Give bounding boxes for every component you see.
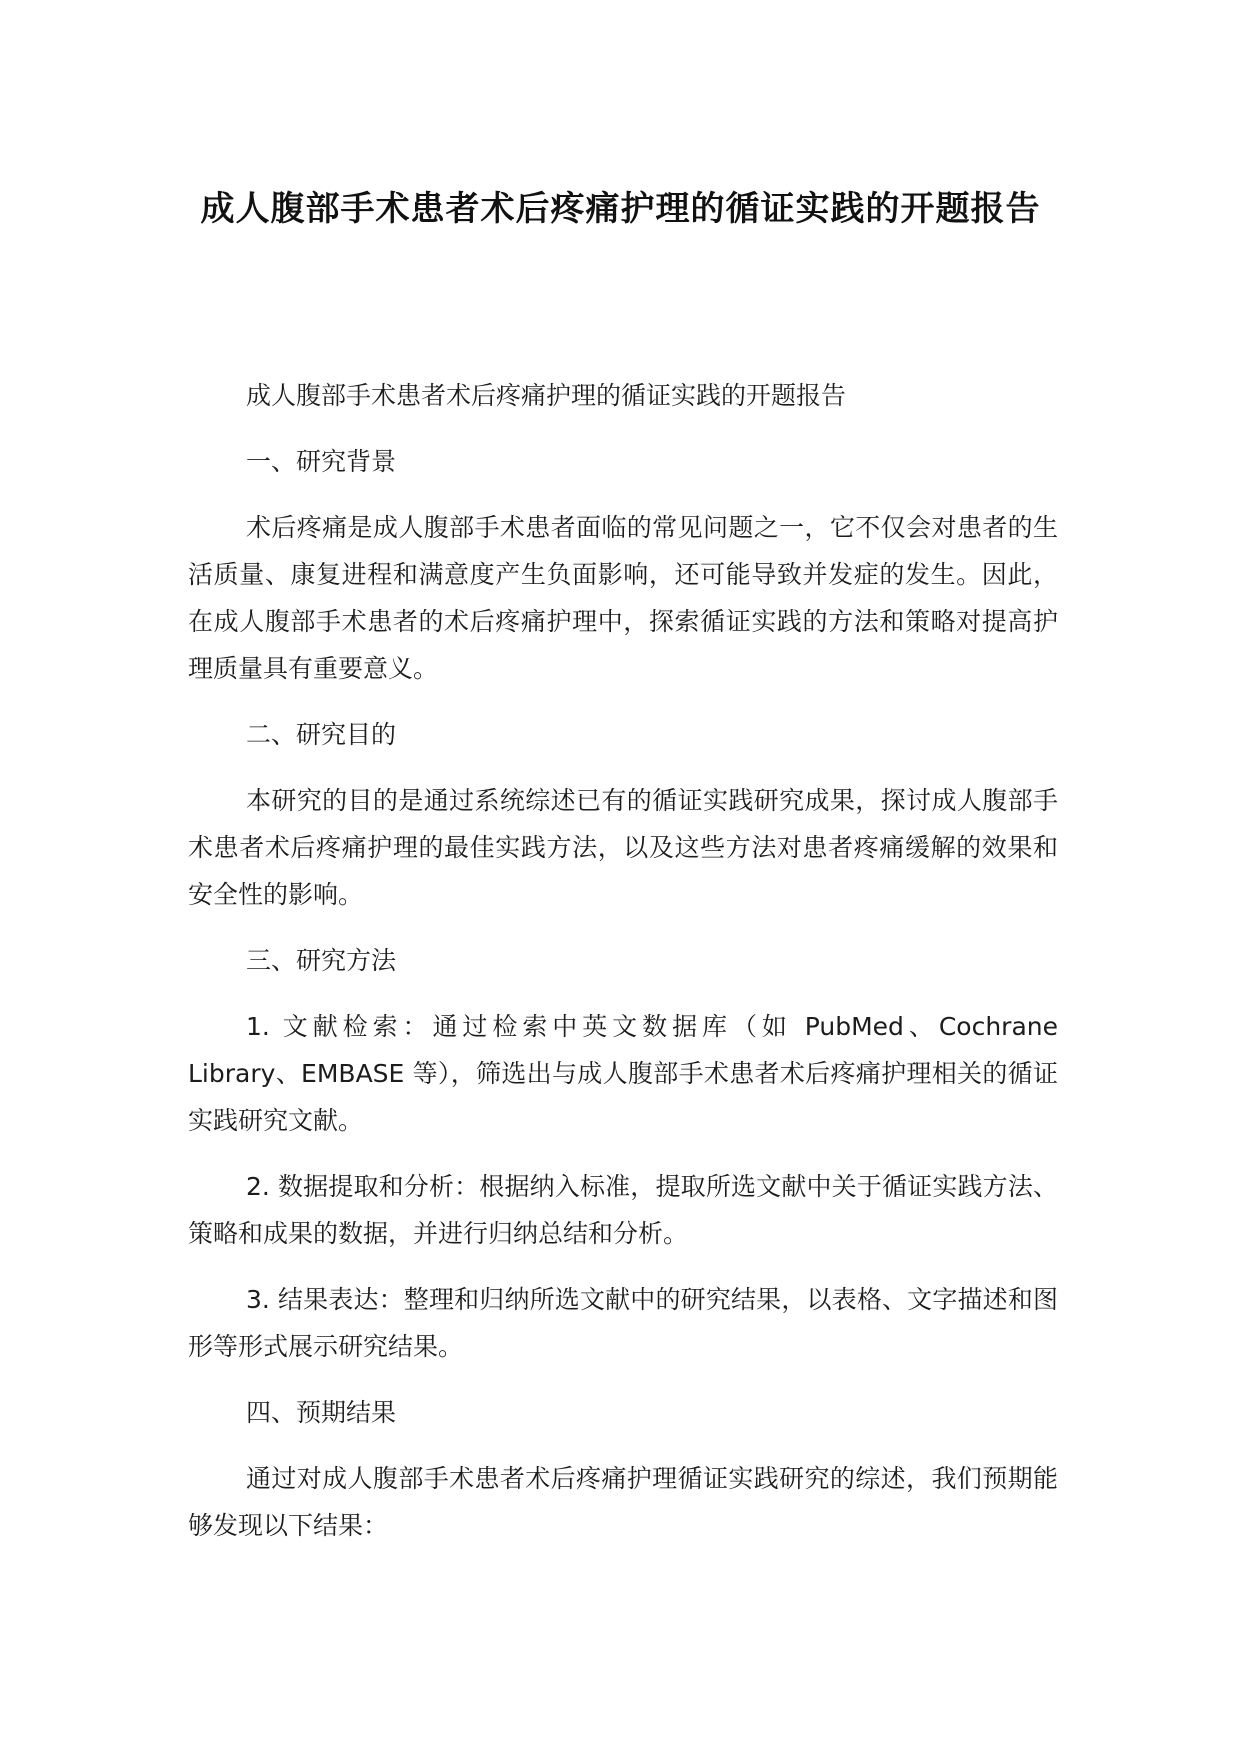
paragraph-background: 术后疼痛是成人腹部手术患者面临的常见问题之一，它不仅会对患者的生活质量、康复进程和满意度产生负面影响，还可能导致并发症的发生。因此，在成人腹部手术患者的术后疼痛护理中，探索循证实践的方法和策略对提高护理质量具有重要意义。 (188, 513, 1058, 683)
document-title: 成人腹部手术患者术后疼痛护理的循证实践的开题报告 (200, 189, 1041, 229)
paragraph-purpose: 本研究的目的是通过系统综述已有的循证实践研究成果，探讨成人腹部手术患者术后疼痛护理的最佳实践方法，以及这些方法对患者疼痛缓解的效果和安全性的影响。 (188, 786, 1058, 909)
paragraph-method-2: 2. 数据提取和分析：根据纳入标准，提取所选文献中关于循证实践方法、策略和成果的数据，并进行归纳总结和分析。 (188, 1172, 1058, 1248)
heading-background: 一、研究背景 (246, 447, 397, 476)
document-body (188, 372, 1058, 1568)
paragraph-subtitle: 成人腹部手术患者术后疼痛护理的循证实践的开题报告 (246, 381, 847, 410)
paragraph-expected-results: 通过对成人腹部手术患者术后疼痛护理循证实践研究的综述，我们预期能够发现以下结果： (188, 1464, 1058, 1540)
heading-methods: 三、研究方法 (246, 946, 397, 975)
heading-purpose: 二、研究目的 (246, 720, 397, 749)
paragraph-method-3: 3. 结果表达：整理和归纳所选文献中的研究结果，以表格、文字描述和图形等形式展示研究结果。 (188, 1285, 1058, 1361)
heading-expected-results: 四、预期结果 (246, 1398, 397, 1427)
paragraph-method-1: 1. 文献检索：通过检索中英文数据库（如 PubMed、Cochrane Library、EMBASE 等），筛选出与成人腹部手术患者术后疼痛护理相关的循证实践研究文献。 (188, 1012, 1058, 1135)
